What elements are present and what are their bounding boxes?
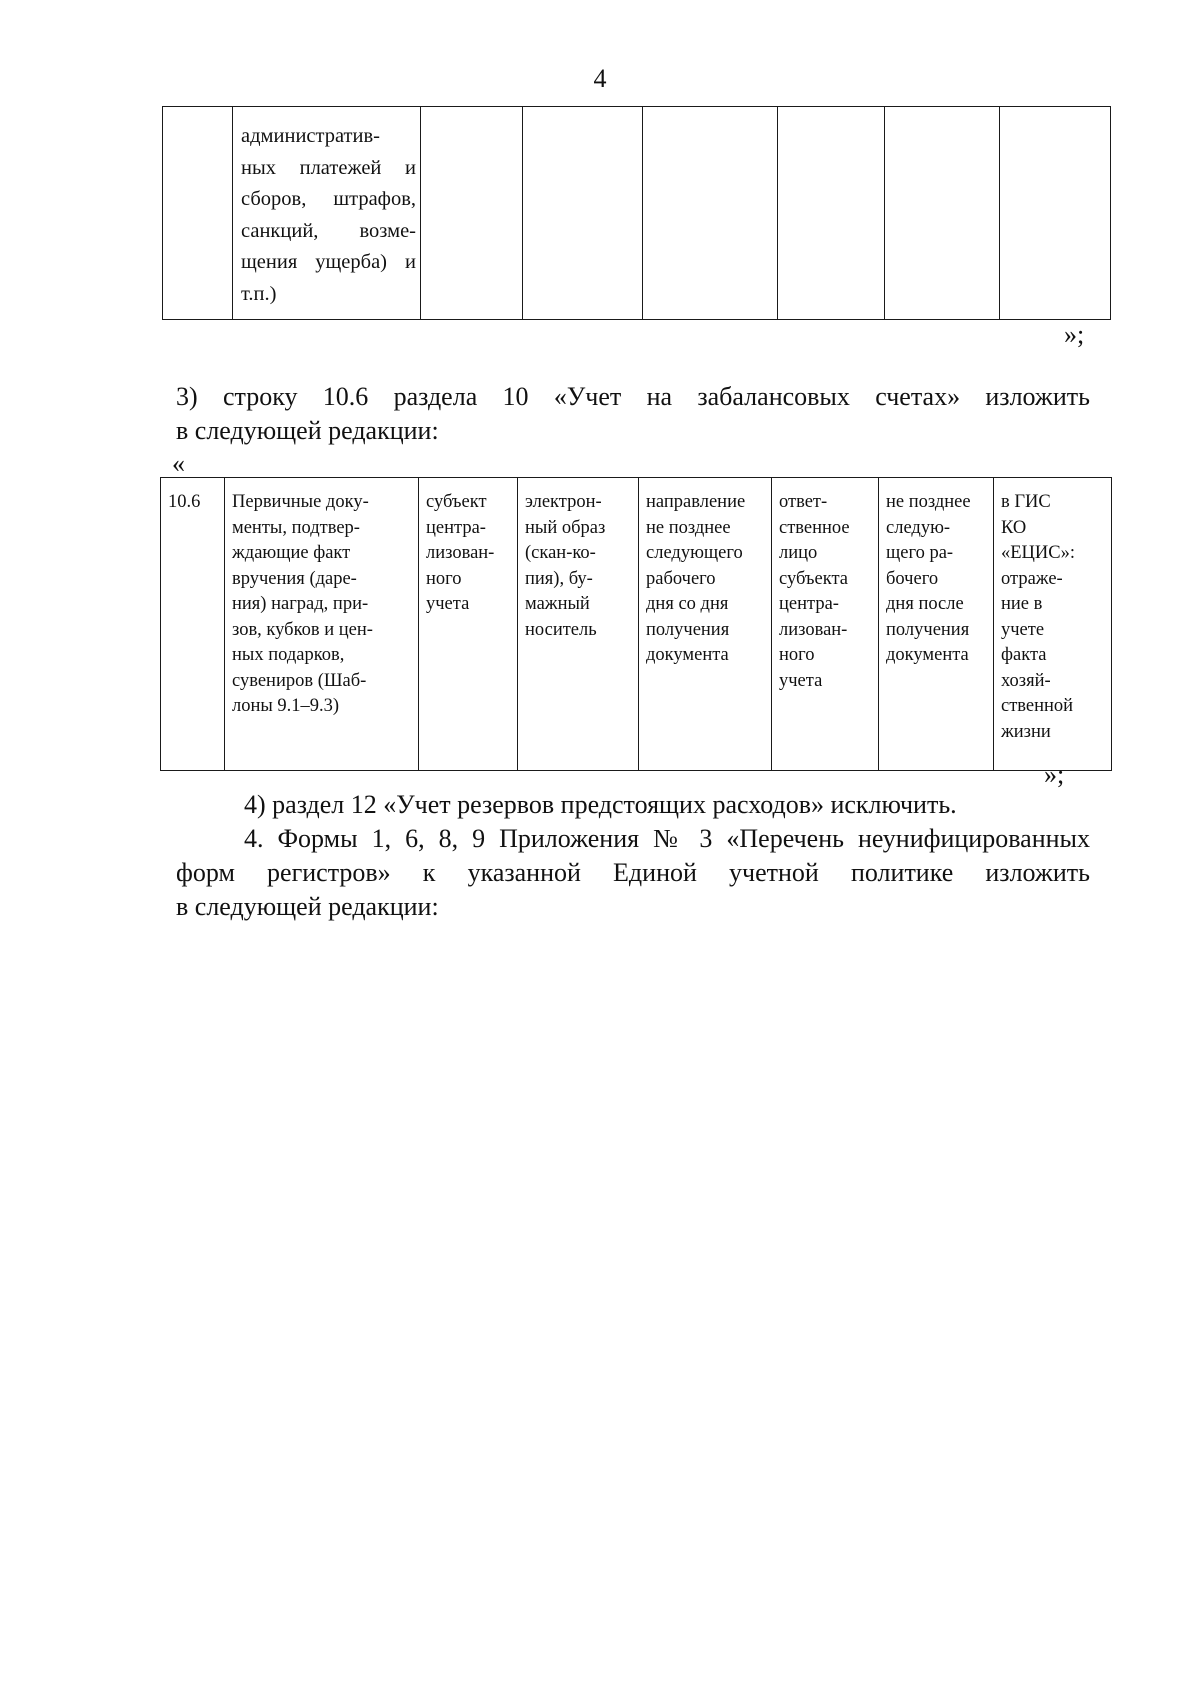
closing-quote: »; bbox=[1064, 320, 1085, 349]
cell-text-line: документа bbox=[646, 645, 729, 665]
cell-text-line: учета bbox=[779, 670, 823, 691]
point-4-line-1: 4. Формы 1, 6, 8, 9 Приложения № 3 «Перечень неунифицированных bbox=[244, 824, 1090, 853]
cell-text-line: отраже- bbox=[1001, 568, 1063, 589]
point-4-line-3: в следующей редакции: bbox=[176, 892, 439, 921]
cell-text-line: субъект bbox=[426, 492, 487, 512]
page-number: 4 bbox=[593, 64, 607, 93]
cell-text-line: сувениров (Шаб- bbox=[232, 670, 367, 691]
cell-text-line: центра- bbox=[779, 594, 839, 614]
cell-text-line: рабочего bbox=[646, 568, 716, 589]
cell-text-line: учета bbox=[426, 594, 470, 614]
cell-text-line: санкций, возме- bbox=[241, 219, 416, 242]
cell-text-line: не позднее bbox=[646, 517, 731, 538]
cell-text-line: центра- bbox=[426, 517, 486, 538]
cell-text-line: административ- bbox=[241, 125, 380, 147]
cell-text-line: носитель bbox=[525, 619, 597, 640]
table-row bbox=[163, 107, 1111, 320]
table-cell bbox=[885, 107, 1000, 320]
cell-text-line: т.п.) bbox=[241, 282, 277, 305]
table-row bbox=[161, 478, 1112, 771]
cell-text-line: ных платежей и bbox=[241, 156, 416, 179]
cell-text-line: менты, подтвер- bbox=[232, 517, 360, 538]
table-cell bbox=[778, 107, 885, 320]
cell-text bbox=[233, 107, 420, 310]
cell-text-line: лизован- bbox=[426, 543, 495, 563]
cell-text-line: зов, кубков и цен- bbox=[232, 619, 373, 640]
cell-text-line: Первичные доку- bbox=[232, 492, 369, 512]
cell-text-line: факта bbox=[1001, 645, 1047, 665]
cell-text-line: лизован- bbox=[779, 619, 848, 640]
item-3-line-2: в следующей редакции: bbox=[176, 416, 439, 445]
cell-text-line: дня после bbox=[886, 594, 964, 614]
table-cell bbox=[639, 478, 772, 771]
closing-quote: »; bbox=[1044, 760, 1065, 789]
table-cell bbox=[225, 478, 419, 771]
cell-text-line: документа bbox=[886, 645, 969, 665]
cell-text-line: хозяй- bbox=[1001, 670, 1051, 691]
cell-text-line: следующего bbox=[646, 543, 743, 563]
table-cell bbox=[233, 107, 421, 320]
cell-text-line: ного bbox=[426, 568, 462, 589]
table-cell bbox=[523, 107, 643, 320]
table-cell bbox=[643, 107, 778, 320]
cell-text-line: получения bbox=[886, 619, 970, 640]
cell-text-line: ждающие факт bbox=[232, 543, 351, 563]
cell-text-line: «ЕЦИС»: bbox=[1001, 543, 1075, 563]
table-cell bbox=[772, 478, 879, 771]
cell-text-line: дня со дня bbox=[646, 594, 729, 614]
cell-text-line: пия), бу- bbox=[525, 568, 593, 589]
continuation-table bbox=[162, 106, 1111, 320]
cell-text-line: лоны 9.1–9.3) bbox=[232, 696, 340, 716]
cell-text-line: ных подарков, bbox=[232, 645, 345, 665]
cell-text-line: ственной bbox=[1001, 696, 1074, 716]
cell-text-line: ния) наград, при- bbox=[232, 594, 369, 614]
table-cell bbox=[421, 107, 523, 320]
table-cell bbox=[994, 478, 1112, 771]
cell-text-line: ние в bbox=[1001, 594, 1043, 614]
cell-text-line: щения ущерба) и bbox=[241, 251, 416, 273]
cell-text-line: ответ- bbox=[779, 492, 828, 512]
cell-text-line: мажный bbox=[525, 594, 590, 614]
table-cell bbox=[161, 478, 225, 771]
cell-text-line: сборов, штрафов, bbox=[241, 188, 416, 210]
cell-text-line: ный образ bbox=[525, 517, 606, 538]
cell-text-line: жизни bbox=[1001, 721, 1051, 742]
point-4-line-2: форм регистров» к указанной Единой учетной политике изложить bbox=[176, 858, 1090, 887]
table-cell bbox=[419, 478, 518, 771]
cell-text-line: КО bbox=[1001, 517, 1027, 538]
opening-quote: « bbox=[172, 449, 185, 478]
cell-text-line: ственное bbox=[779, 517, 850, 538]
table-cell bbox=[518, 478, 639, 771]
cell-text-line: в ГИС bbox=[1001, 492, 1051, 512]
cell-text-line: получения bbox=[646, 619, 730, 640]
cell-text-line: лицо bbox=[779, 543, 818, 563]
cell-text-line: субъекта bbox=[779, 568, 848, 589]
cell-text-line: следую- bbox=[886, 517, 951, 538]
cell-text-line: учете bbox=[1001, 619, 1045, 640]
cell-text-line: ного bbox=[779, 645, 815, 665]
item-4: 4) раздел 12 «Учет резервов предстоящих расходов» исключить. bbox=[244, 790, 957, 819]
cell-text-line: направление bbox=[646, 492, 746, 512]
cell-text-line: (скан-ко- bbox=[525, 543, 596, 563]
cell-text-line: электрон- bbox=[525, 492, 602, 512]
cell-text-line: не позднее bbox=[886, 492, 971, 512]
table-cell bbox=[1000, 107, 1111, 320]
row-10-6-table bbox=[160, 477, 1112, 771]
table-cell bbox=[879, 478, 994, 771]
table-cell bbox=[163, 107, 233, 320]
cell-text-line: щего ра- bbox=[886, 543, 954, 563]
cell-text-line: 10.6 bbox=[168, 492, 201, 512]
cell-text-line: бочего bbox=[886, 568, 939, 589]
item-3-line-1: 3) строку 10.6 раздела 10 «Учет на забалансовых счетах» изложить bbox=[176, 382, 1090, 411]
cell-text-line: вручения (даре- bbox=[232, 568, 357, 589]
